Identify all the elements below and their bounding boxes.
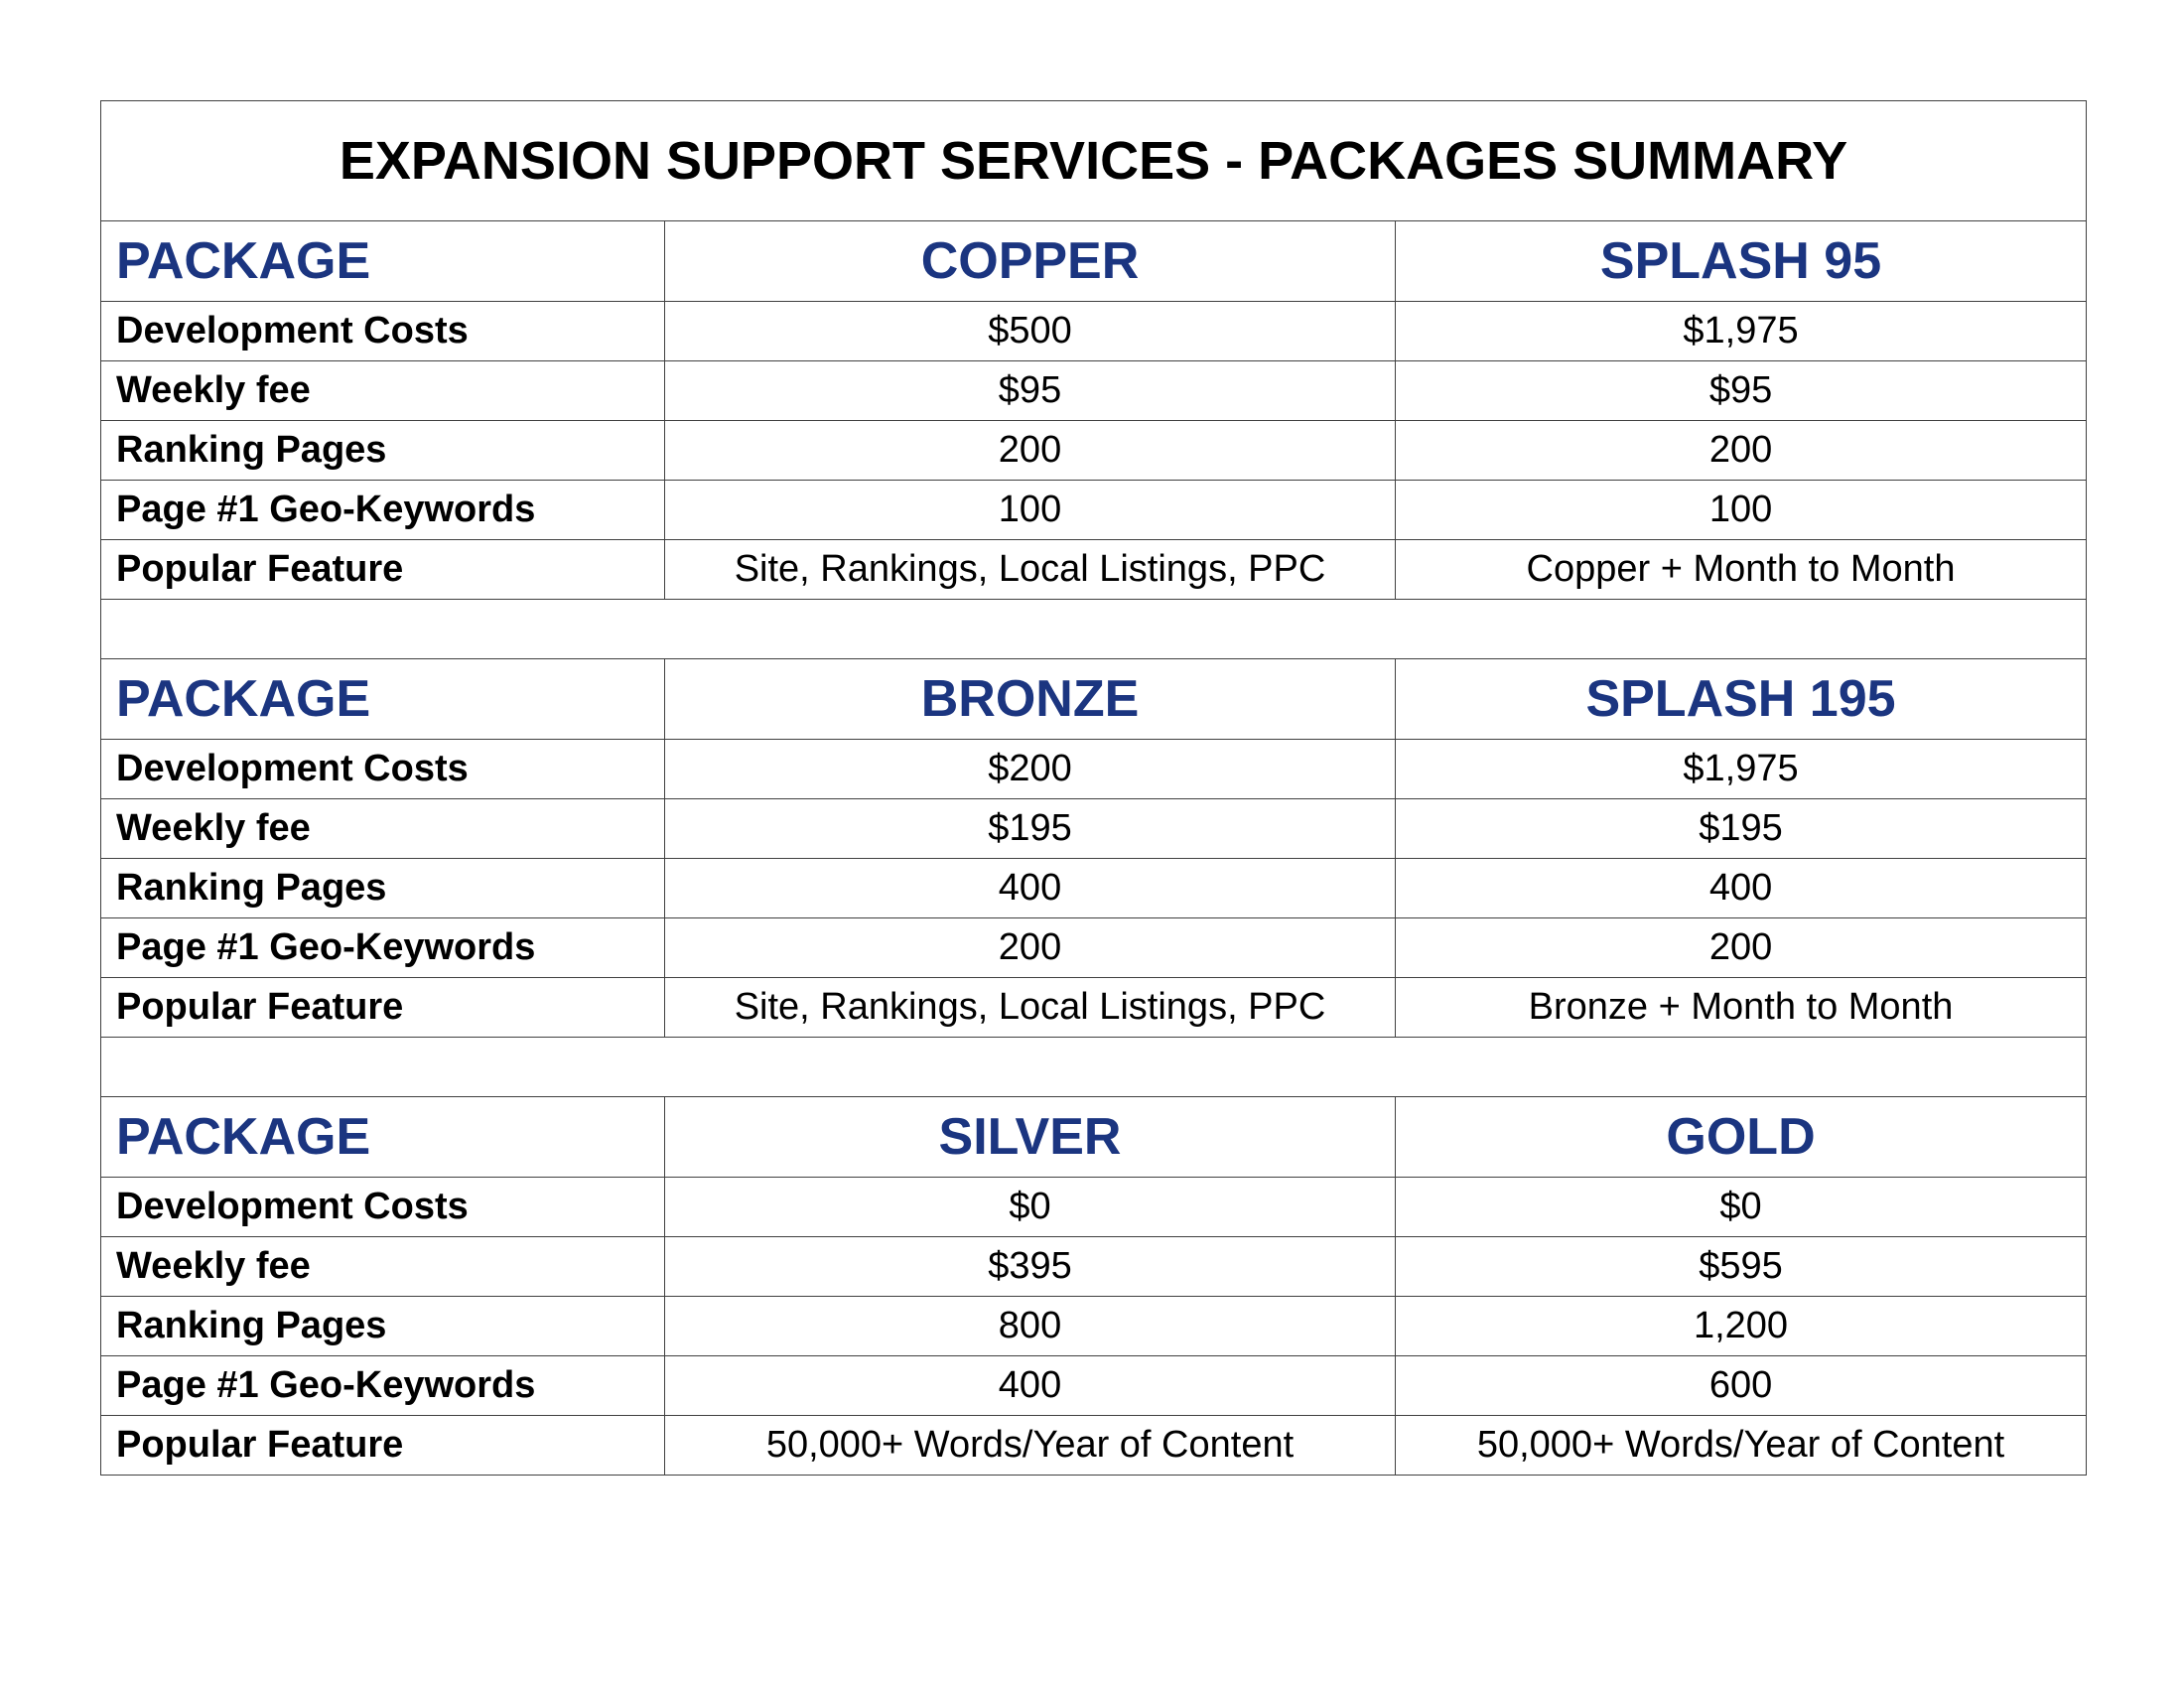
row-value: $500 [665, 302, 1396, 361]
table-title: EXPANSION SUPPORT SERVICES - PACKAGES SUMMARY [101, 101, 2087, 221]
package-header-row [101, 1097, 2087, 1178]
row-label: Popular Feature [101, 1416, 665, 1476]
row-label: Popular Feature [101, 978, 665, 1038]
table-row [101, 978, 2087, 1038]
row-value: $1,975 [1396, 740, 2087, 799]
row-value: Bronze + Month to Month [1396, 978, 2087, 1038]
spacer-cell [101, 1038, 2087, 1097]
row-value: 400 [665, 1356, 1396, 1416]
row-label: Development Costs [101, 740, 665, 799]
row-value: $195 [1396, 799, 2087, 859]
packages-summary-table [100, 100, 2087, 1476]
row-label: Ranking Pages [101, 859, 665, 918]
section-spacer-row [101, 1038, 2087, 1097]
row-label: Weekly fee [101, 1237, 665, 1297]
table-row [101, 302, 2087, 361]
row-label: Page #1 Geo-Keywords [101, 1356, 665, 1416]
package-column-label: PACKAGE [101, 1097, 665, 1178]
row-label: Development Costs [101, 302, 665, 361]
row-value: 200 [665, 918, 1396, 978]
package-header-row [101, 221, 2087, 302]
table-row [101, 540, 2087, 600]
row-label: Weekly fee [101, 361, 665, 421]
row-label: Ranking Pages [101, 421, 665, 481]
package-name: SPLASH 95 [1396, 221, 2087, 302]
table-row [101, 1416, 2087, 1476]
table-row [101, 918, 2087, 978]
row-value: 50,000+ Words/Year of Content [665, 1416, 1396, 1476]
row-value: 100 [665, 481, 1396, 540]
row-value: Copper + Month to Month [1396, 540, 2087, 600]
row-label: Development Costs [101, 1178, 665, 1237]
table-row [101, 1297, 2087, 1356]
spacer-cell [101, 600, 2087, 659]
row-label: Weekly fee [101, 799, 665, 859]
table-row [101, 799, 2087, 859]
package-name: COPPER [665, 221, 1396, 302]
package-name: GOLD [1396, 1097, 2087, 1178]
row-label: Ranking Pages [101, 1297, 665, 1356]
row-value: $95 [1396, 361, 2087, 421]
table-row [101, 421, 2087, 481]
package-column-label: PACKAGE [101, 659, 665, 740]
row-value: 200 [1396, 421, 2087, 481]
row-value: $395 [665, 1237, 1396, 1297]
title-row [101, 101, 2087, 221]
table-row [101, 361, 2087, 421]
row-value: Site, Rankings, Local Listings, PPC [665, 978, 1396, 1038]
row-label: Popular Feature [101, 540, 665, 600]
package-column-label: PACKAGE [101, 221, 665, 302]
row-value: $95 [665, 361, 1396, 421]
package-name: SPLASH 195 [1396, 659, 2087, 740]
table-row [101, 481, 2087, 540]
row-value: 100 [1396, 481, 2087, 540]
row-value: 200 [1396, 918, 2087, 978]
row-value: 50,000+ Words/Year of Content [1396, 1416, 2087, 1476]
table-row [101, 1178, 2087, 1237]
table-row [101, 740, 2087, 799]
row-value: $195 [665, 799, 1396, 859]
row-value: 200 [665, 421, 1396, 481]
row-value: 400 [1396, 859, 2087, 918]
row-label: Page #1 Geo-Keywords [101, 481, 665, 540]
row-value: 800 [665, 1297, 1396, 1356]
row-value: $0 [665, 1178, 1396, 1237]
row-value: $1,975 [1396, 302, 2087, 361]
package-name: SILVER [665, 1097, 1396, 1178]
package-header-row [101, 659, 2087, 740]
row-label: Page #1 Geo-Keywords [101, 918, 665, 978]
row-value: $595 [1396, 1237, 2087, 1297]
row-value: 400 [665, 859, 1396, 918]
table-row [101, 859, 2087, 918]
row-value: 1,200 [1396, 1297, 2087, 1356]
row-value: $200 [665, 740, 1396, 799]
table-row [101, 1356, 2087, 1416]
row-value: $0 [1396, 1178, 2087, 1237]
row-value: 600 [1396, 1356, 2087, 1416]
package-name: BRONZE [665, 659, 1396, 740]
table-row [101, 1237, 2087, 1297]
row-value: Site, Rankings, Local Listings, PPC [665, 540, 1396, 600]
section-spacer-row [101, 600, 2087, 659]
